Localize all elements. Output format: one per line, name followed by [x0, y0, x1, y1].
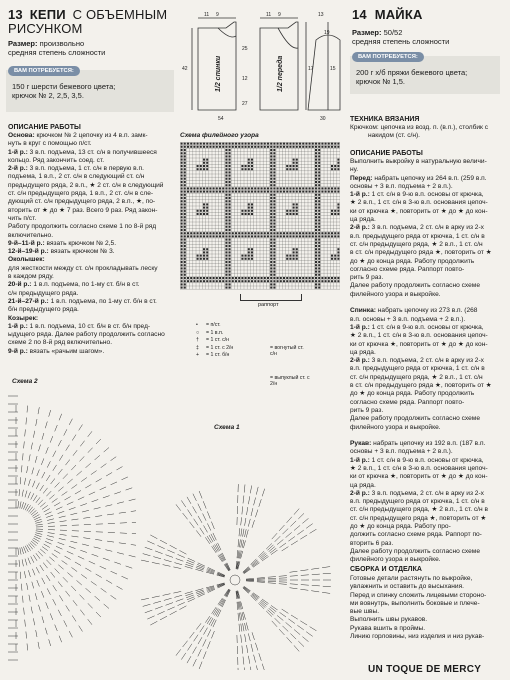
text-line: 9-й р.: вязать «рачьим шагом».	[8, 347, 105, 355]
dim-label: 27	[242, 101, 248, 107]
size-value-right: 50/52	[383, 28, 403, 37]
label-back: 1/2 спинки	[215, 55, 222, 92]
right-header	[352, 8, 502, 46]
text-line: Далее работу продолжить согласно схеме	[350, 415, 480, 423]
tech-heading: ТЕХНИКА ВЯЗАНИЯ	[350, 116, 420, 123]
tech-line: Крючком: цепочка из возд. п. (в.п.), столбик с	[350, 124, 489, 131]
legend-symbol: †	[196, 337, 199, 343]
text-line: до ★ до конца ряда. Работу про-	[350, 523, 451, 531]
text-line: филейного узора и выкройке.	[350, 556, 441, 564]
rapport-label: раппорт	[258, 302, 279, 308]
title-line2: РИСУНКОМ	[8, 21, 83, 36]
text-line: должить согласно схеме ряда. Раппорт по-	[350, 531, 482, 539]
legend-text: = п/ст.	[206, 322, 221, 328]
text-line: Выполнить выкройку в натуральную величи-	[350, 158, 487, 165]
text-line: Перед: набрать цепочку из 264 в.п. (259 в.п.	[350, 174, 487, 182]
text-line: Рукава вшить в проймы.	[350, 624, 426, 632]
text-line: ★ 2 в.п., 1 ст. с/н в 3-ю в.п. основания цепоч-	[350, 199, 488, 207]
pattern-number-14: 14	[352, 7, 367, 22]
text-line: 1-й р.: 1 ст. с/н в 9-ю в.п. основы от крючка,	[350, 191, 484, 199]
text-line: до ★ до конца ряда. Работу продолжить	[350, 390, 475, 398]
text-line: ца ряда.	[350, 481, 376, 489]
left-header	[8, 8, 178, 57]
text-line: дующий ст. с/н предыдущего ряда, 2 в.п., ★, по-	[8, 198, 156, 206]
watermark: UN TOQUE DE MERCY	[368, 664, 482, 675]
text-line: в.п. предыдущего ряда от крючка, 1 ст. с/н в	[350, 498, 485, 506]
text-line: ст. с/н предыдущего ряда ★, повторить от ★	[350, 514, 487, 522]
text-line: Околышек:	[8, 256, 45, 264]
desc-heading-right: ОПИСАНИЕ РАБОТЫ	[350, 150, 423, 157]
text-line: рить 9 раз.	[350, 406, 384, 414]
dim-label: 11	[266, 12, 272, 18]
title-volume: С ОБЪЕМНЫМ	[72, 7, 168, 22]
scheme2-chart	[6, 388, 136, 670]
text-line: схеме 2 по 8-й ряд включительно.	[8, 339, 113, 347]
text-line: 1-й р.: 1 в.п. подъема, 10 ст. б/н в ст. б/н пред-	[8, 322, 151, 330]
text-line: для жесткости между ст. с/н прокладывать леску	[8, 264, 158, 272]
text-line: в.п. предыдущего ряда от крючка, 1 ст. с/н в	[350, 365, 485, 373]
text-line: ца ряда.	[350, 348, 376, 356]
text-line: с/н предыдущего ряда.	[8, 289, 79, 297]
dim-label: 19	[324, 30, 330, 36]
text-line: рить 9 раз.	[350, 274, 384, 282]
text-line: ки от крючка ★, повторить от ★ до ★ до кон-	[350, 207, 488, 215]
legend-symbol: ‡	[196, 344, 199, 351]
material-line: 200 г х/б пряжи бежевого цвета;	[356, 68, 468, 77]
assembly-heading: СБОРКА И ОТДЕЛКА	[350, 566, 422, 573]
text-line: Козырек:	[8, 314, 39, 322]
size-value: произвольно	[39, 39, 85, 48]
text-line: Линию горловины, низ изделия и низ рукав-	[350, 633, 485, 641]
text-line: основы + 3 в.п. подъема + 2 в.п.).	[350, 448, 453, 456]
scheme1-caption: Схема 1	[214, 424, 240, 431]
dim-label: 11	[204, 12, 210, 18]
text-line: кольцо. Ряд закончить соед. ст.	[8, 156, 105, 164]
dim-label: 12	[242, 76, 248, 82]
legend-text: = 1 ст. с/н	[206, 337, 229, 343]
dim-label: 25	[242, 46, 248, 52]
text-line: б/н предыдущего ряда.	[8, 306, 79, 314]
text-line: до ★ до конца ряда. Работу продолжить	[350, 257, 475, 265]
desc-heading-left: ОПИСАНИЕ РАБОТЫ	[8, 124, 81, 131]
text-line: филейного узора и выкройке.	[350, 423, 441, 431]
text-line: вторить от ★ до ★ 7 раз. Всего 9 раз. Ряд закон-	[8, 206, 158, 214]
text-line: предыдущего ряда, 2 в.п., ★ 2 ст. с/н в следующий	[8, 181, 164, 189]
scheme2-caption: Схема 2	[12, 378, 38, 385]
legend-symbol: +	[196, 352, 200, 358]
legend-text: = 1 в.п.	[206, 329, 224, 336]
text-line: ца ряда.	[350, 216, 376, 224]
text-line: ми вовнутрь, выполнить боковые и плече-	[350, 599, 480, 607]
text-line: согласно схеме ряда. Раппорт повто-	[350, 265, 465, 273]
size-label: Размер:	[8, 39, 38, 48]
difficulty: средняя степень сложности	[8, 48, 106, 57]
text-line: Работу продолжить согласно схеме 1 по 8-й ряд	[8, 223, 157, 231]
text-line: ★ 2 в.п., 1 ст. с/н в 3-ю в.п. основания цепоч-	[350, 464, 488, 472]
legend-item	[196, 330, 316, 338]
text-line: ыдущего ряда. Далее работу продолжить согласно	[8, 331, 165, 339]
legend-item	[196, 337, 316, 345]
text-line: 2-й р.: 3 в.п. подъема, 1 ст. с/н в первую в.п.	[8, 165, 144, 173]
text-line: Готовые детали растянуть по выкройке,	[350, 575, 473, 582]
dim-label: 13	[318, 12, 324, 18]
text-line: Спинка: набрать цепочку из 273 в.п. (268	[350, 307, 478, 315]
legend-item	[196, 322, 316, 330]
left-description	[8, 132, 176, 356]
legend-right-2: = выпуклый ст. с 2/н	[270, 375, 310, 387]
text-line	[350, 432, 502, 440]
text-line: чить п/ст.	[8, 214, 37, 222]
need-chip: ВАМ ПОТРЕБУЕТСЯ:	[8, 66, 80, 76]
text-line: Перед и спинку сложить лицевыми стороно-	[350, 591, 487, 599]
text-line: 12-й–19-й р.: вязать крючком № 3.	[8, 248, 115, 256]
dim-label: 9	[216, 12, 219, 18]
text-line: 1-й р.: 3 в.п. подъема, 13 ст. с/н в получившееся	[8, 148, 157, 156]
material-line: крючок № 2, 2,5, 3,5.	[12, 91, 84, 100]
text-line: ки от крючка ★, повторить от ★ до ★ до кон-	[350, 340, 488, 348]
garment-pattern-diagram	[178, 10, 348, 122]
text-line: 21-й–27-й р.: 1 в.п. подъема, по 1-му ст. б/н в ст.	[8, 297, 157, 305]
text-line: ст. с/н предыдущего ряда, 1 в.п., 2 ст. с/н в сле-	[8, 190, 154, 198]
label-front: 1/2 переда	[277, 55, 284, 92]
text-line: Выполнить швы рукавов.	[350, 616, 428, 624]
text-line: вторить 6 раз.	[350, 539, 394, 547]
dim-label: 30	[320, 116, 326, 122]
text-line: ст. с/н предыдущего ряда, ★ 2 в.п., 1 ст. с/н в	[350, 506, 488, 514]
text-line: вые швы.	[350, 608, 380, 616]
difficulty-right: средняя степень сложности	[352, 37, 450, 46]
title-kepi: КЕПИ	[29, 7, 66, 22]
legend-text: = 1 ст. б/н	[206, 352, 230, 358]
text-line: основы + 3 в.п. подъема + 2 в.п.).	[350, 182, 453, 190]
text-line: 1-й р.: 1 ст. с/н в 9-ю в.п. основы от крючка,	[350, 323, 484, 331]
materials-box-right	[350, 56, 500, 94]
legend-symbol: ○	[196, 329, 200, 336]
dim-label: 42	[182, 66, 188, 72]
text-line: в.п. предыдущего ряда от крючка, 1 ст. с/н в	[350, 232, 485, 240]
dim-label: 54	[218, 116, 224, 122]
text-line: включительно.	[8, 231, 54, 239]
text-line: в ст. с/н предыдущего ряда ★, повторить от ★	[350, 382, 492, 390]
material-line: крючок № 1,5.	[356, 77, 405, 86]
text-line: в.п. основы + 3 в.п. подъема + 2 в.п.).	[350, 315, 466, 323]
text-line: нуть в круг с помощью п/ст.	[8, 140, 92, 148]
dim-label: 9	[278, 12, 281, 18]
legend-right-1: = вогнутый ст. с/н	[270, 345, 304, 357]
pattern-number-13: 13	[8, 7, 23, 22]
text-line: 2-й р.: 3 в.п. подъема, 2 ст. с/н в арку из 2-х	[350, 489, 484, 497]
text-line: 9-й–11-й р.: вязать крючком № 2,5.	[8, 239, 117, 247]
text-line: Основа: крючком № 2 цепочку из 4 в.п. замк-	[8, 132, 148, 139]
need-chip-right: ВАМ ПОТРЕБУЕТСЯ:	[352, 52, 424, 62]
assembly-description	[350, 575, 502, 641]
text-line: филейного узора и выкройке.	[350, 290, 441, 298]
text-line: Далее работу продолжить согласно схеме	[350, 282, 480, 290]
text-line: 2-й р.: 3 в.п. подъема, 2 ст. с/н в арку из 2-х	[350, 224, 484, 232]
text-line: увлажнить и оставить до высыхания.	[350, 583, 464, 591]
text-line: ★ 2 в.п., 1 ст. с/н в 3-ю в.п. основания цепоч-	[350, 332, 488, 340]
legend-text: = 1 ст. с 2/н	[206, 344, 234, 351]
dim-label: 17	[308, 66, 314, 72]
scheme1-chart	[130, 430, 340, 670]
text-line: Далее работу продолжить согласно схеме	[350, 547, 480, 555]
right-description	[350, 158, 502, 565]
size-label-right: Размер:	[352, 28, 382, 37]
dim-label: 15	[330, 66, 336, 72]
rapport-bracket	[240, 294, 302, 301]
filet-chart-grid	[180, 142, 340, 292]
text-line: 1-й р.: 1 ст. с/н в 9-ю в.п. основы от крючка,	[350, 456, 484, 464]
filet-caption: Схема филейного узора	[180, 132, 259, 139]
materials-box	[6, 70, 174, 112]
legend-symbol: •	[196, 322, 198, 328]
text-line: 20-й р.: 1 в.п. подъема, по 1-му ст. б/н в ст.	[8, 281, 140, 289]
text-line: ки от крючка ★, повторить от ★ до ★ до кон-	[350, 473, 488, 481]
text-line: согласно схеме ряда. Раппорт повто-	[350, 398, 465, 406]
text-line: в ст. с/н предыдущего ряда ★, повторить от ★	[350, 249, 492, 257]
material-line: 150 г шерсти бежевого цвета;	[12, 82, 116, 91]
text-line: 2-й р.: 3 в.п. подъема, 2 ст. с/н в арку из 2-х	[350, 357, 484, 365]
text-line: подъема, 1 в.п., 2 ст. с/н в следующий ст. с/н	[8, 173, 145, 181]
tech-line: накидом (ст. с/н).	[368, 132, 420, 140]
text-line: ст. с/н предыдущего ряда, ★ 2 в.п., 1 ст. с/н	[350, 240, 483, 248]
text-line: Рукав: набрать цепочку из 192 в.п. (187 в.п.	[350, 440, 486, 448]
text-line: ну.	[350, 166, 359, 174]
text-line: в каждом ряду.	[8, 273, 54, 281]
title-mayka: МАЙКА	[374, 7, 423, 22]
text-line: ст. с/н предыдущего ряда, ★ 2 в.п., 1 ст. с/н	[350, 373, 483, 381]
